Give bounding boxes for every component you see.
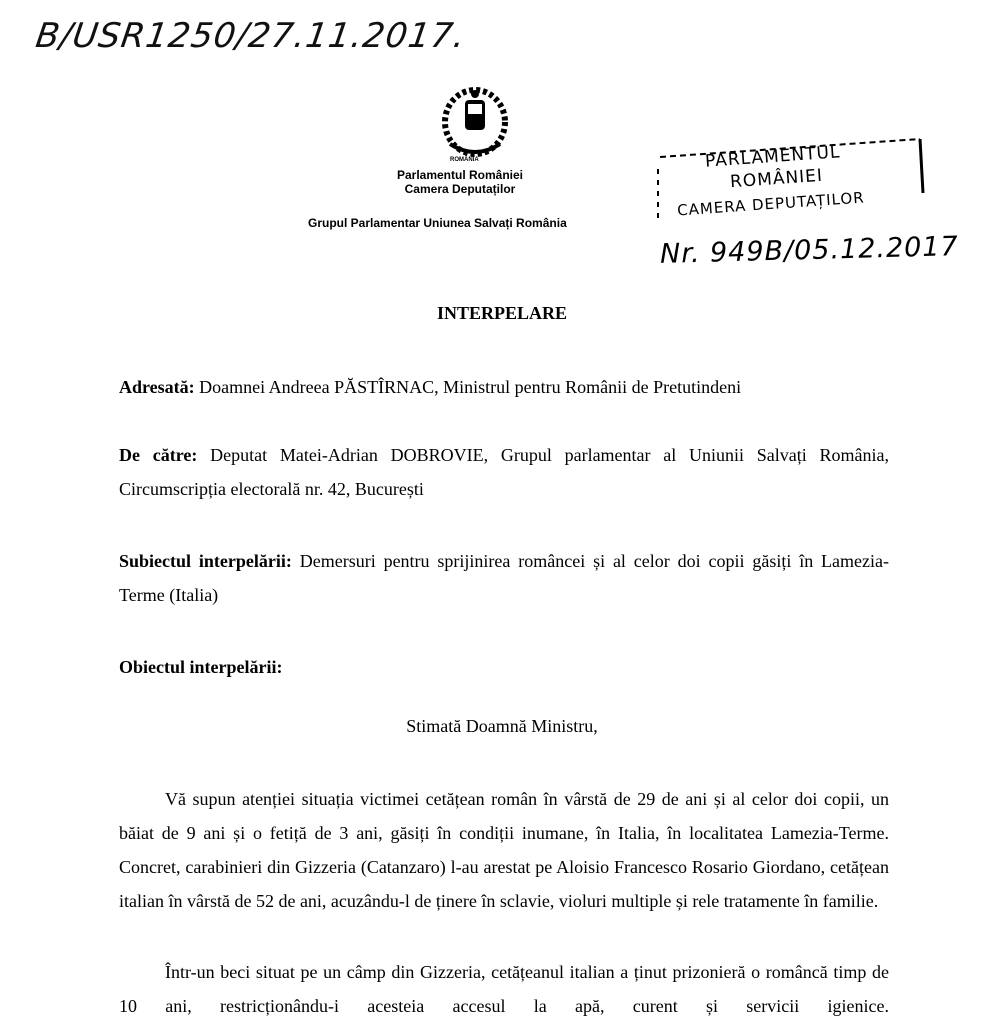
crest-caption: ROMÂNIA [450,157,479,163]
parliamentary-group: Grupul Parlamentar Uniunea Salvați România [308,216,567,230]
document-title: INTERPELARE [436,303,568,323]
stamp-line-3: CAMERA DEPUTAȚILOR [676,188,866,220]
addressee-label: Adresată: [119,377,195,397]
from-label: De către: [119,445,198,465]
body-paragraph-1: Vă supun atenției situația victimei cetățean român în vârstă de 29 de ani și al celor doi copii, un băiat de 9 ani și o fetiță de 3 ani, găsiți în condiții inumane, în Italia, în localitatea Lamezia-Terme. Concret, carabinieri din Gizzeria (Catanzaro) l-au arestat pe Aloisio Francesco Rosario Giordano, cetățean italian în vârstă de 52 de ani, acuzându-l de ținere în sclavie, violuri multiple și rele tratamente în familie. [119,789,889,911]
registration-stamp [655,133,930,223]
stamp-line-2: ROMÂNIEI [729,165,824,193]
institution-name: Parlamentul României [396,168,524,182]
subject-paragraph [119,544,889,612]
subject-label: Subiectul interpelării: [119,551,292,571]
coat-of-arms-icon [430,82,520,162]
from-paragraph [119,438,889,506]
handwritten-reference: B/USR1250/27.11.2017. [33,16,469,56]
letterhead [330,168,590,196]
addressee-text: Doamnei Andreea PĂSTÎRNAC, Ministrul pentru Românii de Pretutindeni [199,377,742,397]
salutation: Stimată Doamnă Ministru, [406,716,598,736]
chamber-name: Camera Deputaților [404,182,516,196]
object-label: Obiectul interpelării: [119,657,283,677]
stamp-line-1: PARLAMENTUL [704,142,842,172]
body-paragraph-2: Într-un beci situat pe un câmp din Gizzeria, cetățeanul italian a ținut prizonieră o româncă timp de 10 ani, restricționându-i acesteia accesul la apă, curent și servicii igienice. [119,962,889,1016]
subject-text: Demersuri pentru sprijinirea româncei și al celor doi copii găsiți în Lamezia-Terme (Italia) [119,551,890,605]
object-paragraph [119,650,889,684]
addressee-paragraph [119,370,889,404]
registration-number: Nr. 949B/05.12.2017 [659,231,960,270]
from-text: Deputat Matei-Adrian DOBROVIE, Grupul parlamentar al Uniunii Salvați România, Circumscripția electorală nr. 42, București [119,445,890,499]
